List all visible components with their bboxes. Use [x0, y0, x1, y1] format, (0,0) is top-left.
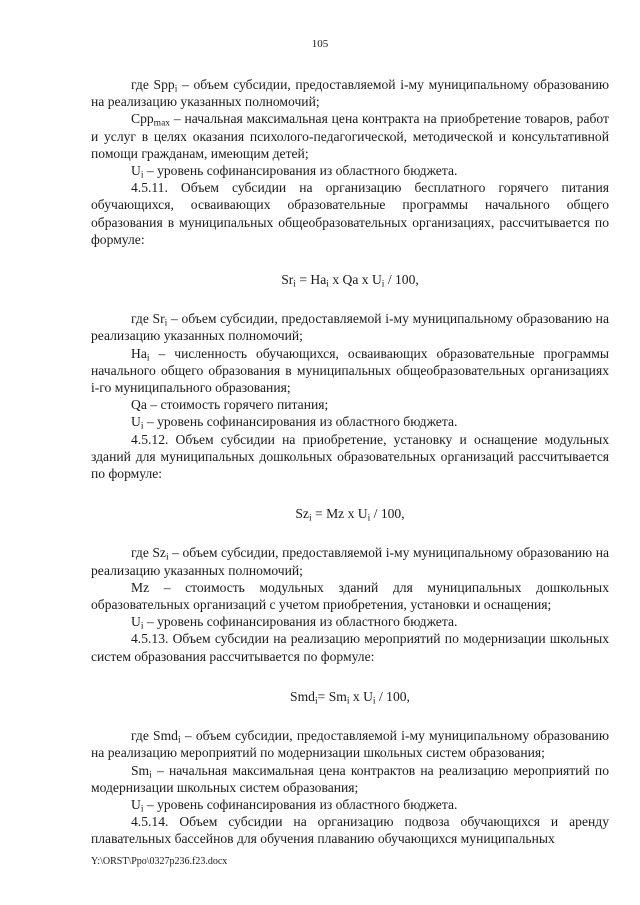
text-run: / 100,	[370, 506, 405, 522]
subscript: i	[149, 769, 152, 780]
subscript: i	[372, 696, 376, 707]
paragraph	[91, 796, 609, 813]
subscript: i	[367, 513, 371, 524]
subscript: i	[140, 621, 144, 632]
subscript: i	[140, 170, 144, 181]
paragraph	[91, 813, 609, 847]
document-body	[91, 76, 609, 848]
text-run: x Qa x U	[328, 272, 382, 288]
text-run: / 100,	[375, 688, 410, 704]
paragraph	[91, 110, 609, 162]
subscript: i	[140, 421, 144, 432]
paragraph	[91, 727, 609, 761]
paragraph	[91, 162, 609, 179]
text-run: – начальная максимальная цена контракта на приобретение товаров, работ и услуг в целях оказания психолого-педагогической, методической и консультативной помощи гражданам, имеющим детей;	[91, 111, 609, 161]
subscript: i	[293, 279, 296, 290]
paragraph	[91, 544, 609, 578]
page-number: 105	[311, 38, 329, 50]
text-run: где Smd	[131, 728, 178, 744]
text-run: 4.5.11. Объем субсидии на организацию бесплатного горячего питания обучающихся, осваивающих образовательные программы начального общего образования в муниципальных общеобразовательных организациях, рассчитывается по формуле:	[91, 180, 609, 247]
paragraph	[91, 413, 609, 430]
formula	[91, 505, 609, 522]
subscript: i	[165, 552, 169, 563]
text-run: = Ha	[295, 272, 327, 288]
subscript: i	[174, 84, 178, 95]
text-run: = Sm	[317, 688, 347, 704]
subscript: i	[164, 318, 168, 329]
paragraph	[91, 345, 609, 397]
text-run: – численность обучающихся, осваивающих образовательные программы начального общего образования в муниципальных общеобразовательных организациях i-го муниципального образования;	[91, 345, 609, 396]
text-run: U	[131, 163, 141, 179]
formula	[91, 271, 609, 288]
text-run: / 100,	[384, 272, 419, 288]
text-run: где Sr	[131, 311, 165, 327]
subscript: i	[140, 804, 144, 815]
text-run: – начальная максимальная цена контрактов на реализацию мероприятий по модернизации школьных систем образования;	[91, 762, 609, 795]
subscript: i	[177, 735, 181, 746]
text-run: Mz – стоимость модульных зданий для муниципальных дошкольных образовательных организаций с учетом приобретения, установки и оснащения;	[91, 579, 609, 613]
subscript: i	[308, 513, 312, 524]
text-run: Smd	[290, 688, 315, 704]
text-run: 4.5.13. Объем субсидии на реализацию мероприятий по модернизации школьных систем образования рассчитывается по формуле:	[91, 631, 609, 664]
text-run: U	[131, 614, 141, 630]
subscript: i	[346, 696, 350, 707]
paragraph	[91, 179, 609, 248]
text-run: 4.5.14. Объем субсидии на организацию подвоза обучающихся и аренду плавательных бассейнов для обучения плаванию обучающихся муниципальных	[91, 814, 609, 847]
text-run: Ha	[131, 345, 147, 361]
text-run: – объем субсидии, предоставляемой i-му муниципальному образованию на реализацию указанных полномочий;	[91, 77, 609, 110]
paragraph	[91, 613, 609, 630]
formula	[91, 688, 609, 705]
text-run: – объем субсидии, предоставляемой i-му муниципальному образованию на реализацию указанных полномочий;	[91, 311, 609, 344]
paragraph	[91, 310, 609, 344]
text-run: где Sz	[131, 545, 166, 561]
text-run: Sz	[295, 506, 309, 522]
text-run: = Mz x U	[311, 506, 368, 522]
text-run: U	[131, 796, 141, 812]
text-run: – объем субсидии, предоставляемой i-му муниципальному образованию на реализацию указанных полномочий;	[91, 545, 610, 578]
paragraph	[91, 630, 609, 664]
text-run: Qa – стоимость горячего питания;	[131, 397, 329, 413]
subscript: i	[326, 279, 329, 290]
footer-file-path: Y:\ORST\Ppo\0327p236.f23.docx	[91, 856, 228, 867]
subscript: i	[381, 279, 385, 290]
text-run: Sr	[281, 272, 294, 288]
text-run: 4.5.12. Объем субсидии на приобретение, установку и оснащение модульных зданий для муниципальных дошкольных образовательных организаций рассчитывается по формуле:	[91, 431, 609, 482]
text-run: – уровень софинансирования из областного бюджета.	[143, 614, 458, 630]
subscript: i	[146, 353, 150, 364]
text-run: – уровень софинансирования из областного бюджета.	[143, 796, 458, 812]
subscript: max	[153, 118, 171, 129]
text-run: – уровень софинансирования из областного бюджета.	[143, 414, 458, 430]
text-run: U	[131, 414, 141, 430]
subscript: i	[314, 696, 318, 707]
text-run: Cpp	[131, 111, 154, 127]
text-run: Sm	[131, 762, 150, 778]
paragraph	[91, 76, 609, 110]
text-run: – уровень софинансирования из областного бюджета.	[143, 163, 458, 179]
text-run: где Spp	[131, 77, 175, 92]
paragraph	[91, 762, 609, 796]
paragraph	[91, 431, 609, 483]
paragraph	[91, 579, 609, 613]
text-run: x U	[349, 688, 373, 704]
text-run: – объем субсидии, предоставляемой i-му муниципальному образованию на реализацию мероприятий по модернизации школьных систем образования;	[91, 728, 609, 761]
paragraph	[91, 396, 609, 413]
